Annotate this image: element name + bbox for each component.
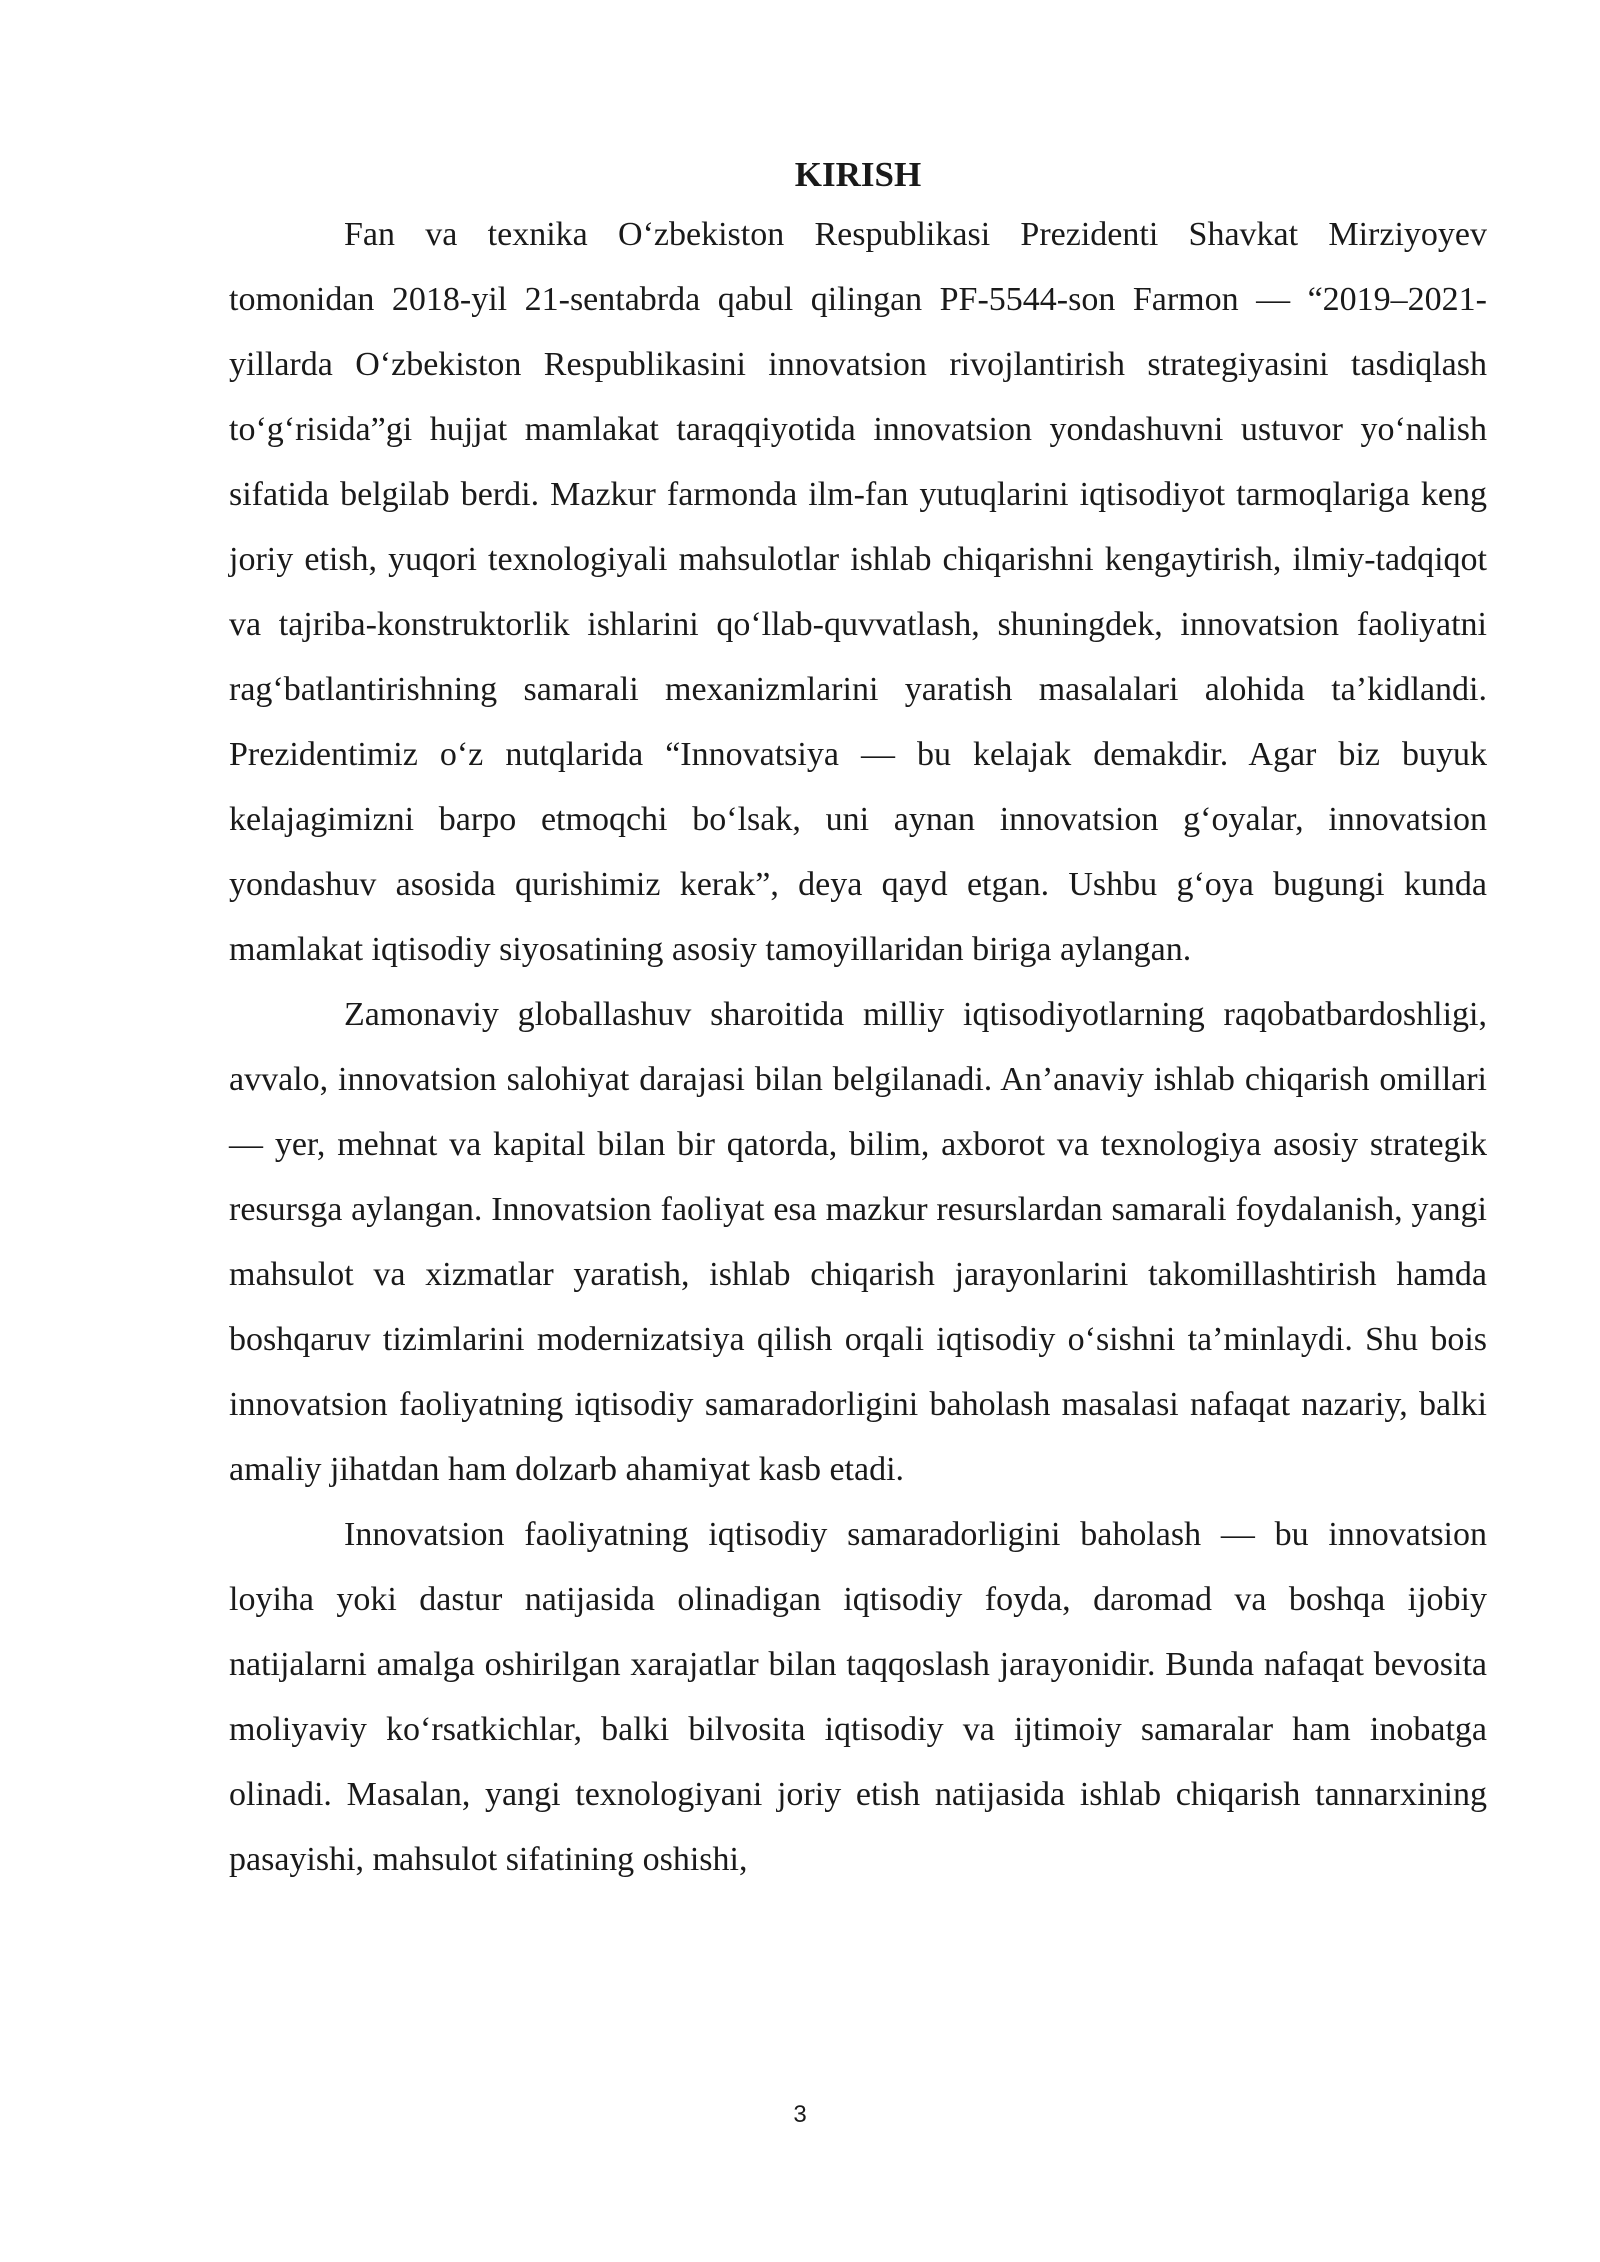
paragraph-2: Zamonaviy globallashuv sharoitida milliy iqtisodiyotlarning raqobatbardoshligi, avvalo, innovatsion salohiyat darajasi bilan belgilanadi. An’anaviy ishlab chiqarish omillari — yer, mehnat va kapital bilan bir qatorda, bilim, axborot va texnologiya asosiy strategik resursga aylangan. Innovatsion faoliyat esa mazkur resurslardan samarali foydalanish, yangi mahsulot va xizmatlar yaratish, ishlab chiqarish jarayonlarini takomillashtirish hamda boshqaruv tizimlarini modernizatsiya qilish orqali iqtisodiy o‘sishni ta’minlaydi. Shu bois innovatsion faoliyatning iqtisodiy samaradorligini baholash masalasi nafaqat nazariy, balki amaliy jihatdan ham dolzarb ahamiyat kasb etadi. — [229, 996, 1487, 1488]
paragraph-1: Fan va texnika O‘zbekiston Respublikasi Prezidenti Shavkat Mirziyoyev tomonidan 2018-yil 21-sentabrda qabul qilingan PF-5544-son Farmon — “2019–2021-yillarda O‘zbekiston Respublikasini innovatsion rivojlantirish strategiyasini tasdiqlash to‘g‘risida”gi hujjat mamlakat taraqqiyotida innovatsion yondashuvni ustuvor yo‘nalish sifatida belgilab berdi. Mazkur farmonda ilm-fan yutuqlarini iqtisodiyot tarmoqlariga keng joriy etish, yuqori texnologiyali mahsulotlar ishlab chiqarishni kengaytirish, ilmiy-tadqiqot va tajriba-konstruktorlik ishlarini qo‘llab-quvvatlash, shuningdek, innovatsion faoliyatni rag‘batlantirishning samarali mexanizmlarini yaratish masalalari alohida ta’kidlandi. Prezidentimiz o‘z nutqlarida “Innovatsiya — bu kelajak demakdir. Agar biz buyuk kelajagimizni barpo etmoqchi bo‘lsak, uni aynan innovatsion g‘oyalar, innovatsion yondashuv asosida qurishimiz kerak”, deya qayd etgan. Ushbu g‘oya bugungi kunda mamlakat iqtisodiy siyosatining asosiy tamoyillaridan biriga aylangan. — [229, 216, 1487, 968]
paragraph-3: Innovatsion faoliyatning iqtisodiy samaradorligini baholash — bu innovatsion loyiha yoki dastur natijasida olinadigan iqtisodiy foyda, daromad va boshqa ijobiy natijalarni amalga oshirilgan xarajatlar bilan taqqoslash jarayonidir. Bunda nafaqat bevosita moliyaviy ko‘rsatkichlar, balki bilvosita iqtisodiy va ijtimoiy samaralar ham inobatga olinadi. Masalan, yangi texnologiyani joriy etish natijasida ishlab chiqarish tannarxining pasayishi, mahsulot sifatining oshishi, — [229, 1516, 1487, 1878]
page-number: 3 — [793, 2101, 807, 2128]
section-title: KIRISH — [794, 155, 922, 194]
page-content — [229, 148, 1487, 1892]
